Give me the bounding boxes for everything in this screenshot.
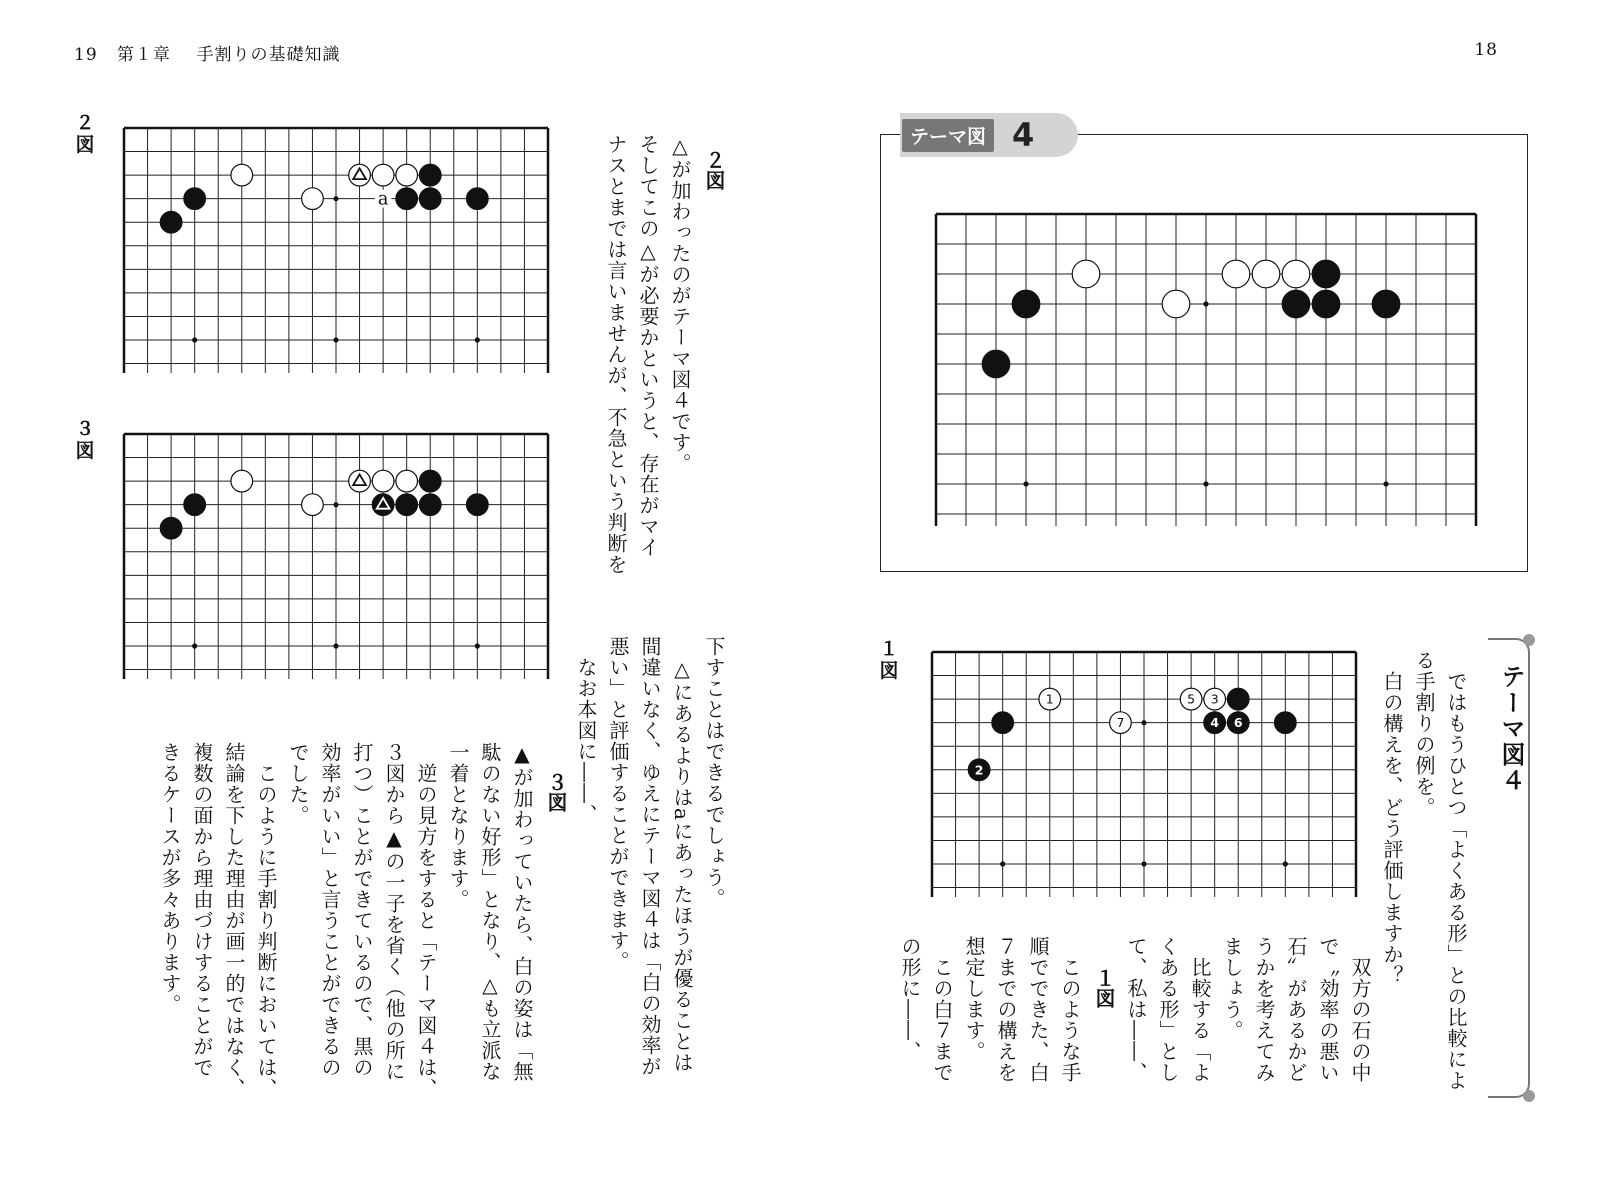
fig3-text-col7: 効率がいい」と言うことができるの — [318, 742, 342, 1078]
move-number: 5 — [1187, 691, 1196, 707]
star-point — [333, 643, 338, 648]
black-stone — [160, 211, 182, 233]
body-col7: くある形」とし — [1156, 936, 1180, 1083]
para2-col4: 悪い」と評価することができます。 — [606, 636, 630, 972]
white-stone — [396, 164, 418, 186]
fig2-label: ２図 — [75, 112, 95, 156]
fig2-heading: ２図 — [702, 150, 726, 190]
black-stone — [1372, 290, 1400, 318]
theme-diagram-tab — [900, 113, 1078, 157]
fig1-label: １図 — [879, 638, 899, 682]
white-stone — [302, 494, 324, 516]
go-board-fig2 — [122, 126, 550, 378]
chapter-title: 手割りの基礎知識 — [196, 45, 341, 65]
go-board-fig1 — [930, 650, 1358, 902]
fig2-text-col3: ナスとまでは言いませんが、不急という判断を — [604, 134, 628, 575]
white-stone — [1252, 260, 1280, 288]
fig3-text-col8: でした。 — [286, 742, 310, 826]
left-page-number: 19 — [74, 45, 98, 65]
point-letter: a — [377, 189, 389, 210]
fig3-text-col5: ３図から▲の一子を省く（他の所に — [382, 742, 406, 1082]
black-stone — [1312, 260, 1340, 288]
star-point — [1000, 861, 1005, 866]
fig3-heading: ３図 — [544, 772, 568, 812]
black-stone — [184, 188, 206, 210]
intro-col3: 白の構えを、どう評価しますか？ — [1380, 650, 1404, 986]
side-title-dot-bottom — [1523, 1090, 1535, 1102]
white-stone — [372, 164, 394, 186]
fig1-text-col1: このような手 — [1058, 936, 1082, 1083]
star-point — [192, 643, 197, 648]
black-stone — [419, 470, 441, 492]
body-col3: 石〟があるかど — [1284, 936, 1308, 1083]
star-point — [475, 337, 480, 342]
side-title-text: テーマ図４ — [1497, 664, 1525, 794]
para2-col1: 下すことはできるでしょう。 — [702, 636, 726, 909]
fig3-text-col12: きるケースが多々あります。 — [158, 742, 182, 1015]
fig3-label: ３図 — [75, 418, 95, 462]
white-stone — [1222, 260, 1250, 288]
move-number: 1 — [1045, 691, 1054, 707]
fig3-text-col4: 逆の見方をすると「テーマ図４は、 — [414, 742, 438, 1099]
fig1-text-col4: 想定します。 — [962, 936, 986, 1062]
go-board-theme — [934, 212, 1478, 530]
black-stone — [419, 164, 441, 186]
fig1-text-col5: この白７まで — [930, 936, 954, 1083]
fig1-text-col3: ７までの構えを — [994, 936, 1018, 1083]
fig2-text-col1: △が加わったのがテーマ図４です。 — [668, 134, 692, 474]
star-point — [475, 643, 480, 648]
move-number: 4 — [1210, 715, 1220, 731]
para2-col3: 間違いなく、ゆえにテーマ図４は「白の効率が — [638, 636, 662, 1077]
move-number: 7 — [1116, 715, 1125, 731]
move-number: 3 — [1210, 691, 1219, 707]
star-point — [333, 502, 338, 507]
star-point — [1023, 481, 1028, 486]
move-number: 2 — [974, 762, 984, 778]
black-stone — [1274, 712, 1296, 734]
fig3-text-col1: ▲が加わっていたら、白の姿は「無 — [510, 742, 534, 1082]
star-point — [192, 337, 197, 342]
fig3-text-col10: 結論を下した理由が画一的ではなく、 — [222, 742, 246, 1099]
black-stone — [466, 494, 488, 516]
intro-col1: ではもうひとつ「よくある形」との比較によ — [1444, 650, 1468, 1091]
black-stone — [396, 494, 418, 516]
body-col4: うかを考えてみ — [1252, 936, 1276, 1083]
fig3-text-col3: 一着となります。 — [446, 742, 470, 910]
white-stone — [372, 470, 394, 492]
black-stone — [419, 494, 441, 516]
star-point — [1141, 861, 1146, 866]
star-point — [333, 337, 338, 342]
black-stone — [982, 350, 1010, 378]
black-stone — [1012, 290, 1040, 318]
go-board-fig3 — [122, 432, 550, 684]
left-page-header — [74, 40, 340, 65]
fig1-text-col2: 順でできた、白 — [1026, 936, 1050, 1083]
body-col1: 双方の石の中 — [1348, 936, 1372, 1083]
intro-col2: る手割りの例を。 — [1412, 650, 1436, 818]
black-stone — [1282, 290, 1310, 318]
body-col8: て、私は――、 — [1124, 936, 1148, 1083]
white-stone — [231, 164, 253, 186]
star-point — [1283, 861, 1288, 866]
white-stone — [231, 470, 253, 492]
body-col5: ましょう。 — [1220, 936, 1244, 1041]
move-number: 6 — [1233, 715, 1243, 731]
fig3-text-col11: 複数の面から理由づけすることがで — [190, 742, 214, 1078]
body-col2: で〝効率の悪い — [1316, 936, 1340, 1083]
fig1-heading: １図 — [1092, 968, 1116, 1008]
fig2-text-col2: そしてこの△が必要かというと、存在がマイ — [636, 134, 660, 558]
para2-col5: なお本図に――、 — [574, 636, 598, 825]
theme-tab-label: テーマ図 — [902, 119, 994, 152]
white-stone — [302, 188, 324, 210]
para2-col2: △にあるよりはaにあったほうが優ることは — [670, 636, 694, 1073]
star-point — [1203, 301, 1208, 306]
white-stone — [1282, 260, 1310, 288]
right-page-number: 18 — [1474, 40, 1498, 60]
fig3-text-col2: 駄のない好形」となり、△も立派な — [478, 742, 502, 1082]
white-stone — [1072, 260, 1100, 288]
black-stone — [160, 517, 182, 539]
fig1-text-col6: の形に――、 — [898, 936, 922, 1062]
black-stone — [184, 494, 206, 516]
white-stone — [396, 470, 418, 492]
black-stone — [1227, 688, 1249, 710]
star-point — [1203, 481, 1208, 486]
chapter-number: 第１章 — [116, 45, 171, 65]
white-stone — [1162, 290, 1190, 318]
star-point — [333, 196, 338, 201]
black-stone — [992, 712, 1014, 734]
star-point — [1141, 720, 1146, 725]
black-stone — [396, 188, 418, 210]
body-col6: 比較する「よ — [1188, 936, 1212, 1083]
theme-tab-number: 4 — [1012, 116, 1035, 154]
black-stone — [1312, 290, 1340, 318]
fig3-text-col6: 打つ）ことができているので、黒の — [350, 742, 374, 1078]
black-stone — [419, 188, 441, 210]
side-title-dot-top — [1523, 634, 1535, 646]
theme4-side-title — [1488, 638, 1530, 1098]
fig3-text-col9: このように手割り判断においては、 — [254, 742, 278, 1099]
star-point — [1383, 481, 1388, 486]
black-stone — [466, 188, 488, 210]
